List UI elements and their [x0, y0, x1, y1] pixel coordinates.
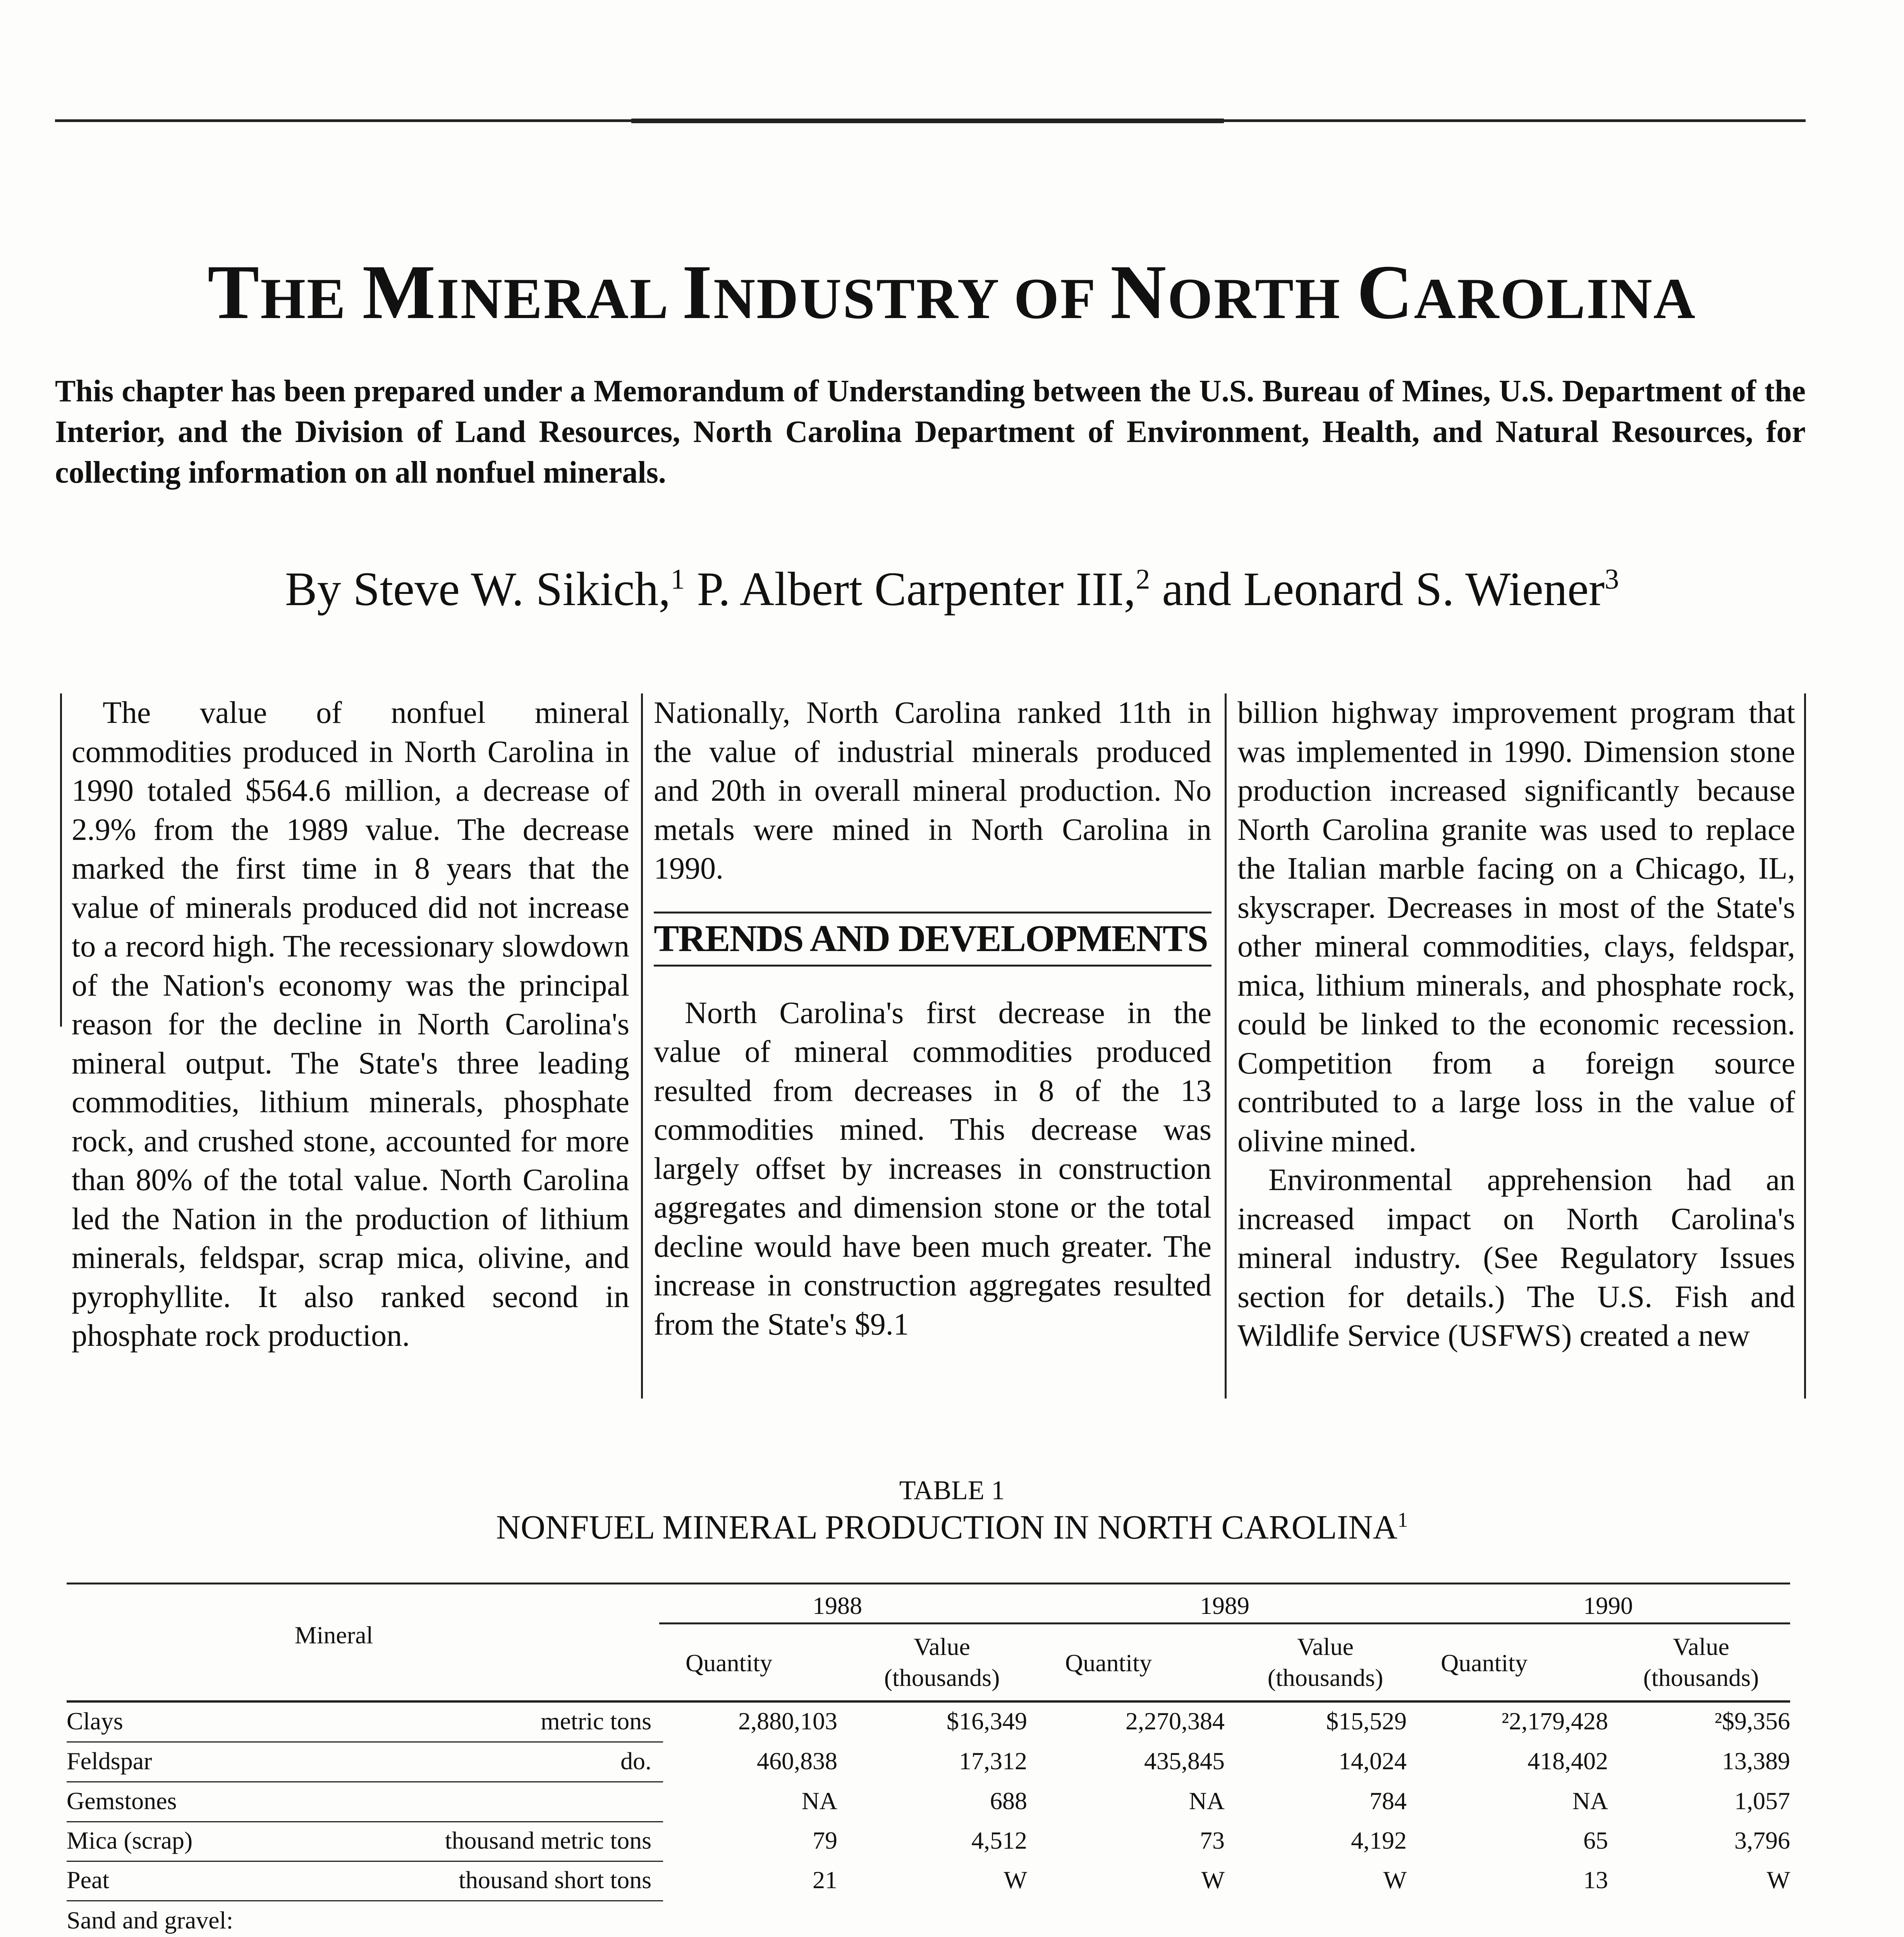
table-top-rule [67, 1583, 1790, 1584]
cell-q90: ²2,179,428 [1501, 1707, 1608, 1735]
cell-v90: ²$9,356 [1714, 1707, 1790, 1735]
cell-q89: NA [1189, 1787, 1225, 1815]
cell-v89: $15,529 [1326, 1707, 1407, 1735]
year-1988-underline [659, 1622, 1054, 1624]
unit: metric tons [540, 1707, 651, 1735]
year-1990-underline [1418, 1622, 1790, 1624]
row-rule [67, 1821, 663, 1822]
row-rule [67, 1900, 663, 1901]
year-1989-underline [1043, 1622, 1438, 1624]
cell-v90: 1,057 [1734, 1787, 1790, 1815]
paragraph: Environmental apprehension had an increased impact on North Carolina's mineral industry. (See Regulatory Issues section for details.) The U.S. Fish and Wildlife Service (USFWS) created a new [1237, 1163, 1795, 1353]
cell-v89: 4,192 [1351, 1827, 1407, 1854]
top-rule-accent [631, 119, 1224, 123]
chapter-preface: This chapter has been prepared under a Memorandum of Understanding between the U.S. Bureau of Mines, U.S. Department of the Interior, and the Division of Land Resources, North Carolina Department of Environment, Health, and Natural Resources, for collecting information on all nonfuel minerals. [55, 374, 1806, 490]
paragraph: Nationally, North Carolina ranked 11th in the value of industrial minerals produced and 20th in overall mineral production. No metals were mined in North Carolina in 1990. [654, 696, 1211, 886]
column-rule-1 [641, 693, 643, 1399]
unit: thousand short tons [459, 1866, 651, 1894]
mineral-header: Mineral [294, 1621, 373, 1649]
cell-v89: 14,024 [1339, 1747, 1407, 1775]
value-header-1989: Value (thousands) [1267, 1633, 1383, 1691]
table-number: TABLE 1 [899, 1476, 1005, 1505]
cell-v88: 688 [990, 1787, 1027, 1815]
unit: do. [620, 1747, 651, 1775]
paragraph: North Carolina's first decrease in the value of mineral commodities produced resulted from decreases in 8 of the 13 commodities mined. This decrease was largely offset by increases in construction aggregates and dimension stone or the total decline would have been much greater. The increase in construction aggregates resulted from the State's $9.1 [654, 996, 1211, 1342]
cell-q89: W [1201, 1866, 1225, 1894]
year-1990: 1990 [1583, 1592, 1633, 1619]
cell-v88: 17,312 [959, 1747, 1027, 1775]
cell-v89: 784 [1370, 1787, 1407, 1815]
cell-q88: 21 [813, 1866, 837, 1894]
column-rule-right [1804, 693, 1806, 1399]
cell-v88: 4,512 [971, 1827, 1027, 1854]
cell-q90: 13 [1583, 1866, 1608, 1894]
row-rule [67, 1861, 663, 1862]
row-rule [67, 1781, 663, 1782]
mineral-name: Clays [67, 1707, 123, 1735]
value-header-1990: Value (thousands) [1643, 1633, 1759, 1691]
cell-q88: 79 [813, 1827, 837, 1854]
cell-v89: W [1383, 1866, 1407, 1894]
body-column-2 [654, 693, 1211, 1344]
header-bottom-rule [67, 1700, 1790, 1703]
cell-q88: 2,880,103 [738, 1707, 837, 1735]
year-1988: 1988 [813, 1592, 862, 1619]
row-rule [67, 1741, 663, 1743]
cell-q89: 435,845 [1144, 1747, 1225, 1775]
paragraph: The value of nonfuel mineral commodities produced in North Carolina in 1990 totaled $564.6 million, a decrease of 2.9% from the 1989 value. The decrease marked the first time in 8 years that the value of minerals produced did not increase to a record high. The recessionary slowdown of the Nation's economy was the principal reason for the decline in North Carolina's mineral output. The State's three leading commodities, lithium minerals, phosphate rock, and crushed stone, accounted for more than 80% of the total value. North Carolina led the Nation in the production of lithium minerals, feldspar, scrap mica, olivine, and pyrophyllite. It also ranked second in phosphate rock production. [72, 696, 629, 1353]
cell-v88: W [1004, 1866, 1027, 1894]
column-rule-left [60, 693, 62, 1027]
qty-header-1989: Quantity [1065, 1649, 1152, 1677]
author-byline: By Steve W. Sikich,$^1$ P. Albert Carpenter III,$^2$ and Leonard S. Wiener$^3$ [285, 563, 1619, 616]
table-title: NONFUEL MINERAL PRODUCTION IN NORTH CAROLINA$^1$ [496, 1508, 1408, 1547]
mineral-name: Mica (scrap) [67, 1827, 193, 1854]
value-header-1988: Value (thousands) [884, 1633, 1000, 1691]
body-column-1 [72, 693, 629, 1356]
cell-v90: 3,796 [1734, 1827, 1790, 1854]
cell-v88: $16,349 [947, 1707, 1027, 1735]
body-column-3 [1237, 693, 1795, 1356]
paragraph: billion highway improvement program that was implemented in 1990. Dimension stone production increased significantly because North Carolina granite was used to replace the Italian marble facing on a Chicago, IL, skyscraper. Decreases in most of the State's other mineral commodities, clays, feldspar, mica, lithium minerals, and phosphate rock, could be linked to the economic recession. Competition from a foreign source contributed to a large loss in the value of olivine mined. [1237, 696, 1795, 1158]
mineral-name: Sand and gravel: [67, 1906, 234, 1934]
mineral-name: Feldspar [67, 1747, 152, 1775]
cell-q88: 460,838 [757, 1747, 837, 1775]
cell-q89: 2,270,384 [1126, 1707, 1225, 1735]
cell-q88: NA [801, 1787, 837, 1815]
year-1989: 1989 [1200, 1592, 1249, 1619]
column-rule-2 [1225, 693, 1227, 1399]
cell-v90: W [1767, 1866, 1790, 1894]
mineral-name: Gemstones [67, 1787, 177, 1815]
unit: thousand metric tons [445, 1827, 651, 1854]
cell-q90: 65 [1583, 1827, 1608, 1854]
cell-q90: 418,402 [1528, 1747, 1608, 1775]
cell-q90: NA [1572, 1787, 1608, 1815]
page-title: THE MINERAL INDUSTRY OF NORTH CAROLINA [207, 249, 1697, 335]
cell-v90: 13,389 [1722, 1747, 1790, 1775]
section-heading-trends: TRENDS AND DEVELOPMENTS [654, 912, 1211, 967]
qty-header-1990: Quantity [1441, 1649, 1528, 1677]
qty-header-1988: Quantity [686, 1649, 772, 1677]
cell-q89: 73 [1200, 1827, 1225, 1854]
mineral-name: Peat [67, 1866, 110, 1894]
